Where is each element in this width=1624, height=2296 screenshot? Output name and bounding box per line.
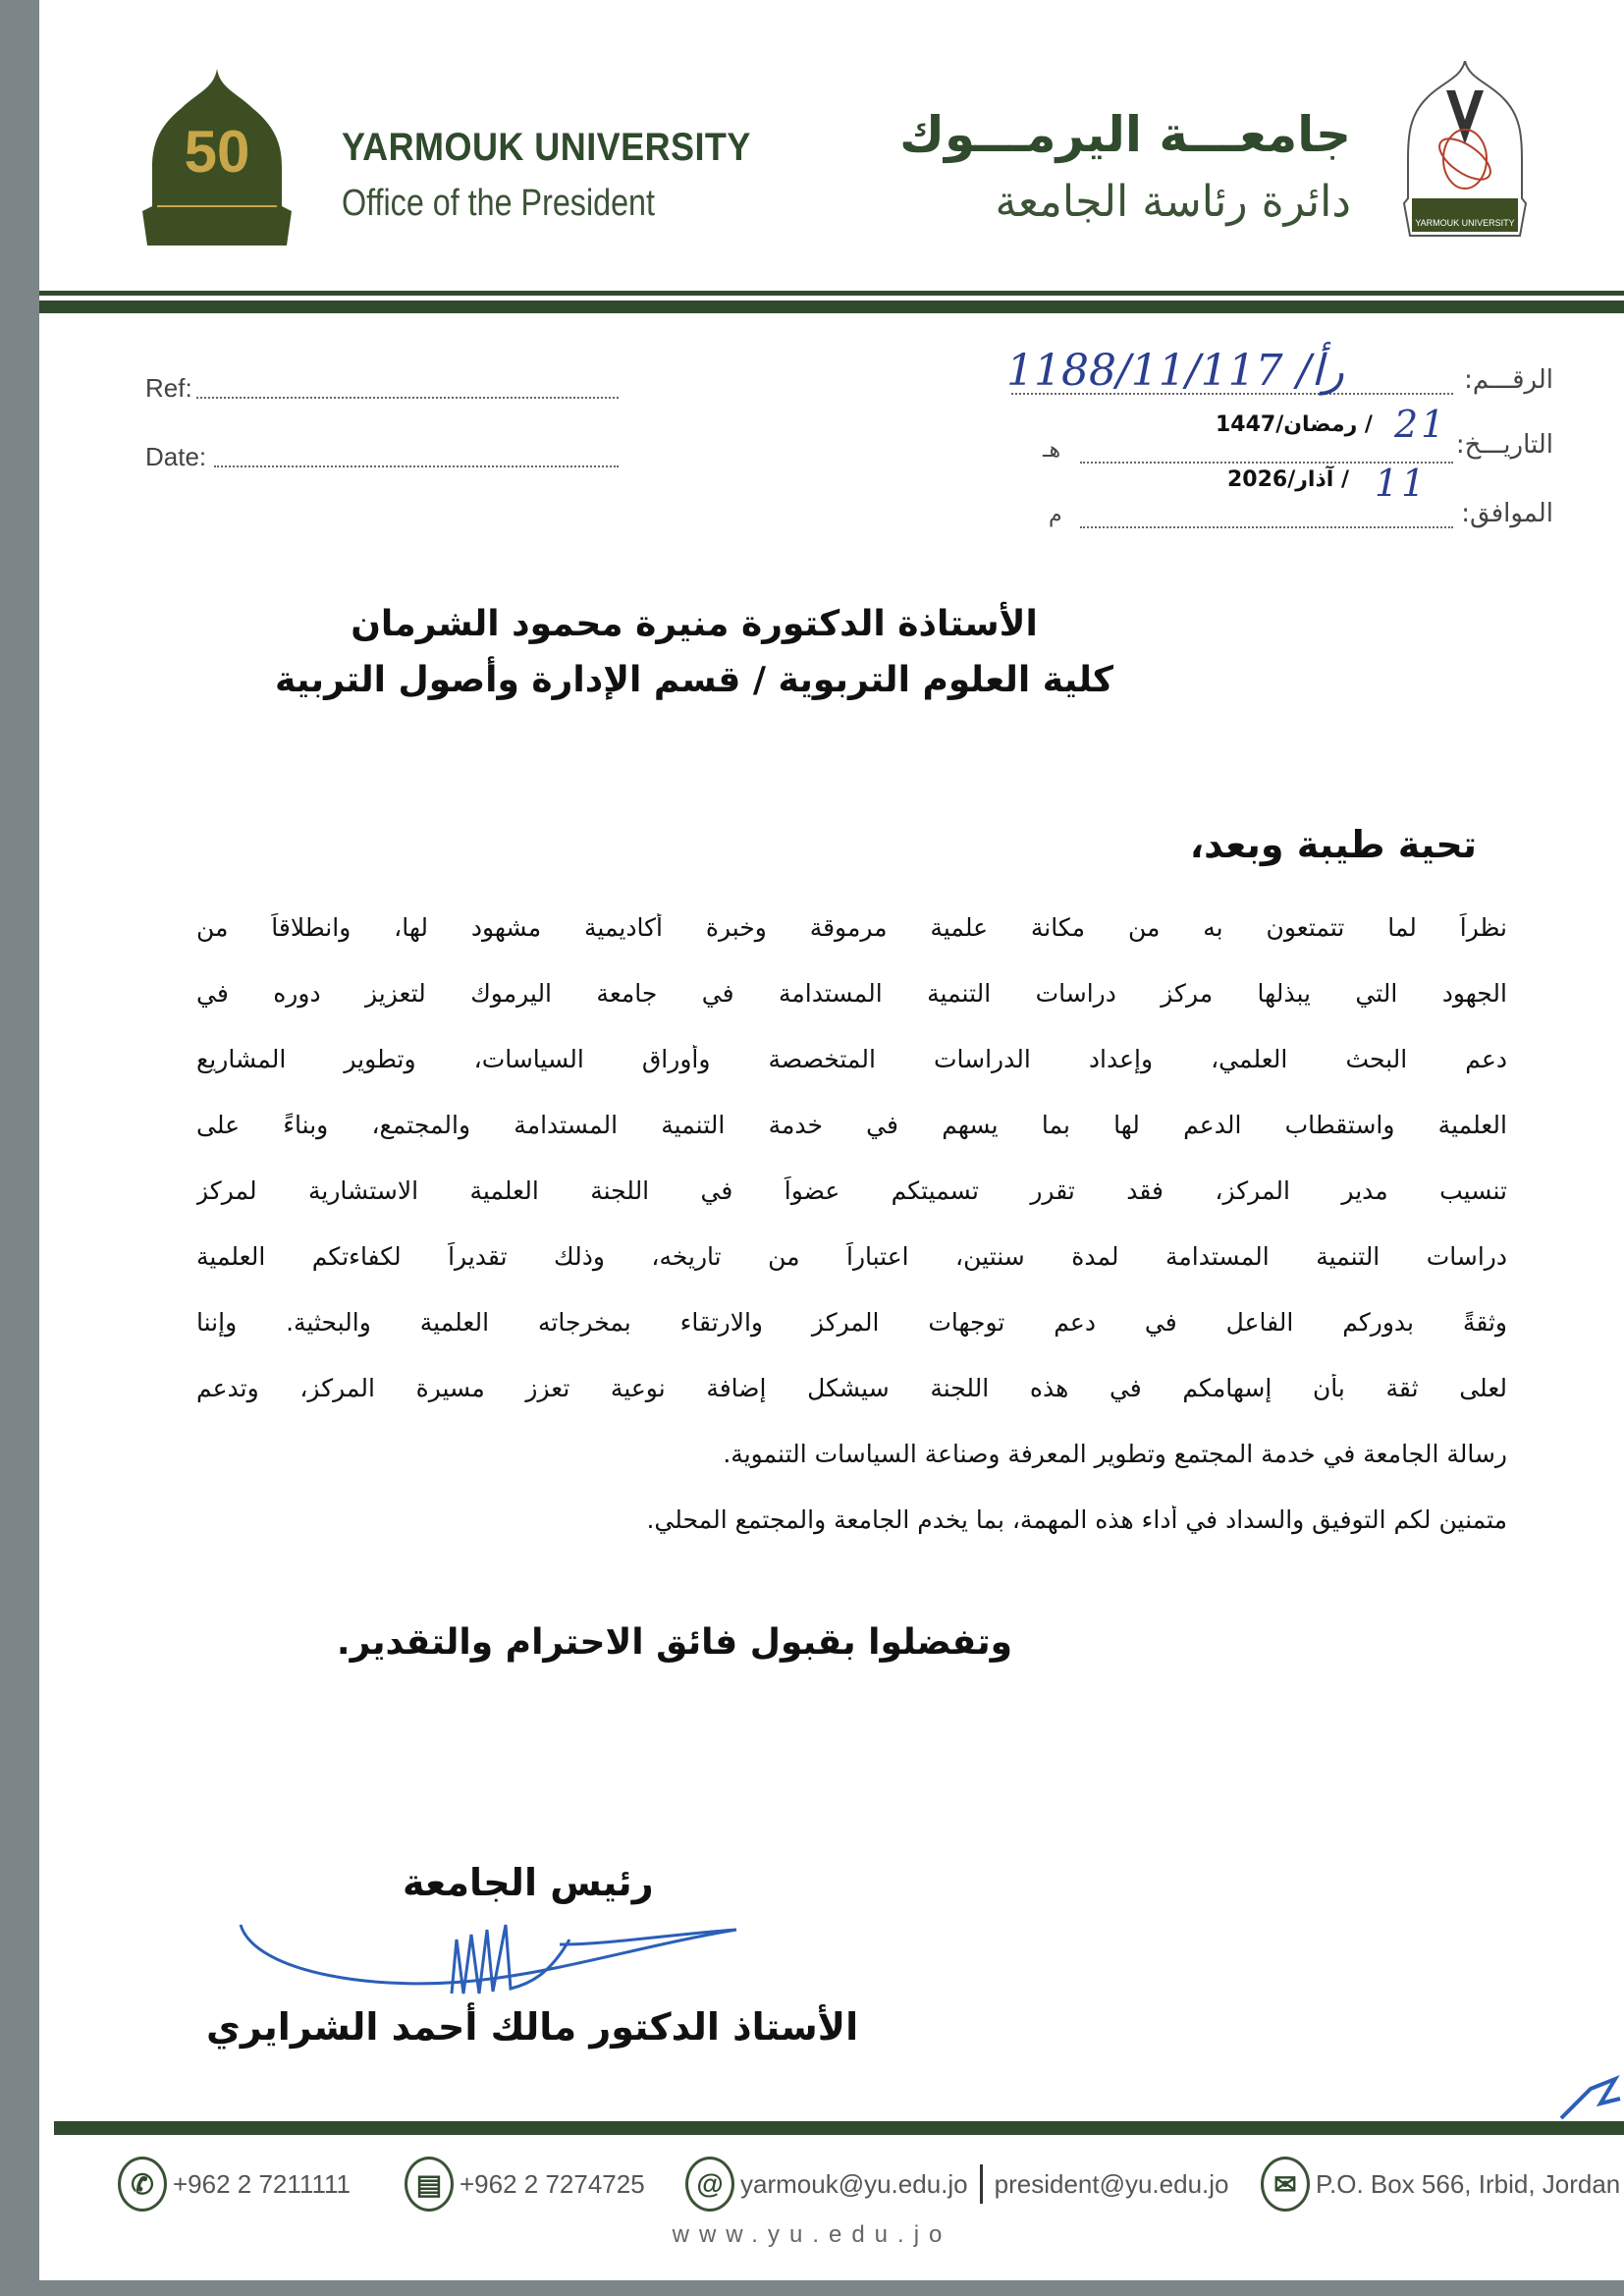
handwritten-signature (236, 1886, 746, 2013)
email-president[interactable]: president@yu.edu.jo (994, 2168, 1229, 2199)
university-name-en: YARMOUK UNIVERSITY (342, 126, 751, 169)
university-name-ar: جامعـــة اليرمـــوك (899, 106, 1351, 163)
date-label-en: Date: (145, 442, 207, 471)
fax-icon: ▤ (405, 2157, 454, 2212)
anniversary-logo (137, 69, 297, 246)
body-line: دراسات التنمية المستدامة لمدة سنتين، اعتباراً من تاريخه، وذلك تقديراً لكفاءتكم العلمية (196, 1242, 1507, 1271)
phone-icon: ✆ (118, 2157, 167, 2212)
gregorian-suffix: م (1049, 503, 1062, 527)
office-name-en: Office of the President (342, 183, 656, 224)
recipient-name: الأستاذة الدكتورة منيرة محمود الشرمان (351, 604, 1038, 644)
gregorian-day-handwritten: 11 (1375, 462, 1429, 505)
email-general[interactable]: yarmouk@yu.edu.jo (740, 2168, 968, 2199)
university-seal-logo (1402, 61, 1528, 238)
body-line: دعم البحث العلمي، وإعداد الدراسات المتخصصة وأوراق السياسات، وتطوير المشاريع (196, 1045, 1507, 1073)
header-rule (39, 291, 1624, 296)
body-line: لعلى ثقة بأن إسهامكم في هذه اللجنة سيشكل إضافة نوعية تعزز مسيرة المركز، وتدعم (196, 1374, 1507, 1402)
body-line: رسالة الجامعة في خدمة المجتمع وتطوير المعرفة وصناعة السياسات التنموية. (723, 1440, 1507, 1468)
ink-mark (1556, 2074, 1624, 2123)
body-line: متمنين لكم التوفيق والسداد في أداء هذه المهمة، بما يخدم الجامعة والمجتمع المحلي. (646, 1505, 1507, 1534)
date-line-en (214, 465, 619, 467)
hijri-suffix: هـ (1043, 438, 1061, 463)
hijri-day-handwritten: 21 (1394, 403, 1448, 446)
ref-label-en: Ref: (145, 373, 192, 403)
gregorian-date: / آذار/2026 (1227, 467, 1350, 492)
svg-text:50: 50 (184, 119, 250, 185)
closing-phrase: وتفضلوا بقبول فائق الاحترام والتقدير. (336, 1622, 1013, 1663)
svg-text:YARMOUK UNIVERSITY: YARMOUK UNIVERSITY (1415, 218, 1515, 228)
at-icon: @ (685, 2157, 734, 2212)
date-label-ar: التاريـــخ: (1455, 430, 1553, 460)
body-line: العلمية واستقطاب الدعم لها بما يسهم في خدمة التنمية المستدامة والمجتمع، وبناءً على (196, 1111, 1507, 1139)
footer-email (685, 2157, 1229, 2212)
footer-fax (405, 2157, 645, 2212)
body-line: الجهود التي يبذلها مركز دراسات التنمية المستدامة في جامعة اليرموك لتعزيز دوره في (196, 979, 1507, 1008)
greeting: تحية طيبة وبعد، (1189, 823, 1477, 866)
gregorian-line (1080, 526, 1453, 528)
corresponding-label-ar: الموافق: (1461, 499, 1553, 528)
body-line: نظراً لما تتمتعون به من مكانة علمية مرموقة وخبرة أكاديمية مشهود لها، وانطلاقاً من (196, 913, 1507, 942)
envelope-icon: ✉ (1261, 2157, 1310, 2212)
separator (980, 2164, 983, 2204)
footer-rule (54, 2121, 1624, 2135)
signatory-title: رئيس الجامعة (403, 1861, 654, 1904)
phone-number: +962 2 7211111 (173, 2168, 351, 2199)
ref-label-ar: الرقـــم: (1464, 365, 1553, 395)
scan-edge-left (0, 0, 39, 2296)
office-name-ar: دائرة رئاسة الجامعة (995, 177, 1351, 227)
footer-phone (118, 2157, 351, 2212)
signatory-name: الأستاذ الدكتور مالك أحمد الشرايري (206, 2005, 859, 2049)
ref-line-en (196, 397, 619, 399)
fax-number: +962 2 7274725 (460, 2168, 645, 2199)
scan-edge-bottom (0, 2280, 1624, 2296)
website[interactable]: www.yu.edu.jo (672, 2221, 952, 2248)
header-rule-thick (39, 301, 1624, 313)
ref-number-handwritten: 1188/11/117 /رأ (1006, 346, 1344, 396)
hijri-date: / رمضان/1447 (1216, 412, 1373, 437)
body-line: تنسيب مدير المركز، فقد تقرر تسميتكم عضواً في اللجنة العلمية الاستشارية لمركز (196, 1176, 1507, 1205)
footer-address (1261, 2157, 1620, 2212)
postal-address: P.O. Box 566, Irbid, Jordan (1316, 2168, 1621, 2199)
body-line: وثقةً بدوركم الفاعل في دعم توجهات المركز والارتقاء بمخرجاته العلمية والبحثية. وإننا (196, 1308, 1507, 1337)
recipient-department: كلية العلوم التربوية / قسم الإدارة وأصول التربية (275, 660, 1113, 700)
letter-body (196, 913, 1507, 1571)
